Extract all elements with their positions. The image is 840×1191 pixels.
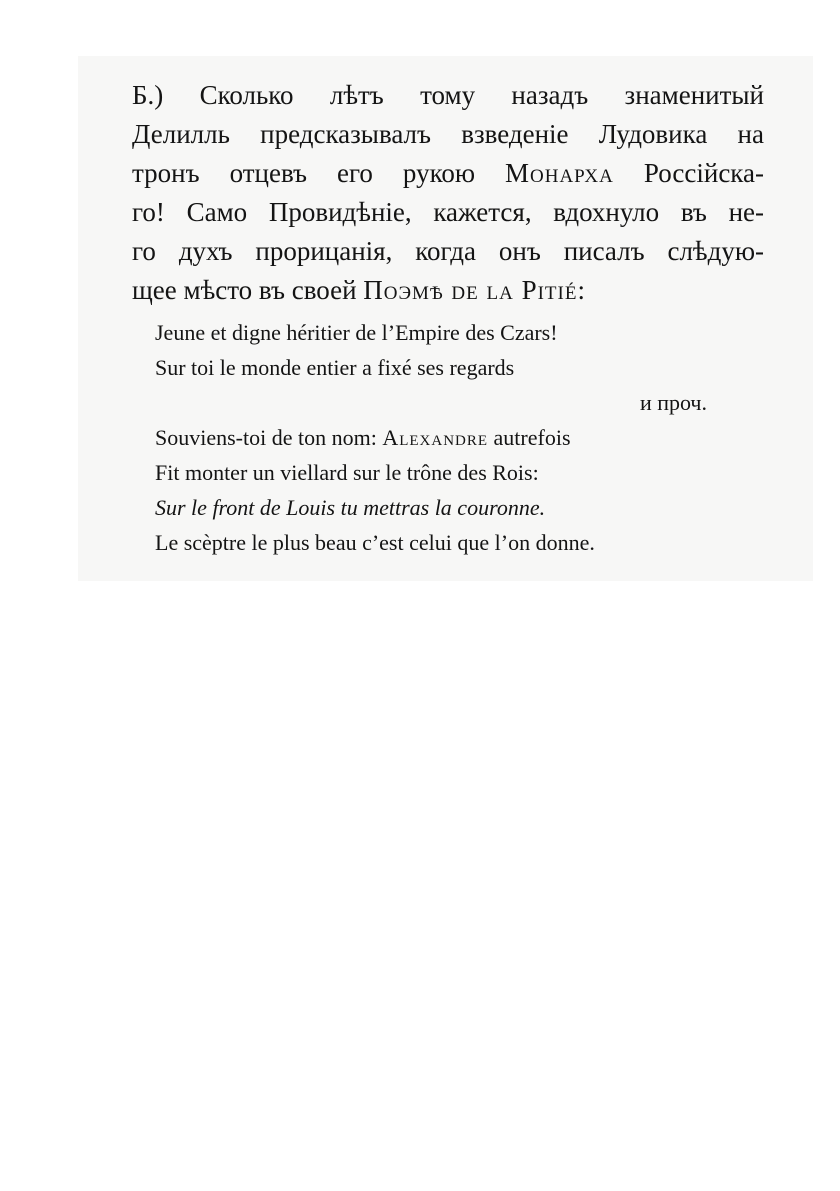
- verse-line-3-end: autrefois: [488, 425, 571, 450]
- prose-line-5: го духъ прорицанія, когда онъ писалъ слѣдую-: [132, 236, 764, 266]
- verse-line-4: Fit monter un viellard sur le trône des Rois:: [155, 460, 539, 485]
- prose-line-6-end: :: [577, 275, 585, 305]
- prose-line-6: [132, 271, 764, 310]
- verse-line-6: Le scèptre le plus beau c’est celui que l’on donne.: [155, 530, 595, 555]
- verse-line-3: [155, 420, 715, 455]
- prose-line-3: [132, 154, 764, 193]
- monarch-smallcaps: Монарха: [505, 158, 614, 188]
- verse-quotation: [155, 315, 715, 560]
- prose-line-2: Делилль предсказывалъ взведеніе Лудовика на: [132, 119, 764, 149]
- verse-line-3-start: Souviens-toi de ton nom:: [155, 425, 383, 450]
- prose-paragraph: [132, 76, 764, 310]
- prose-line-1: Б.) Сколько лѣтъ тому назадъ знаменитый: [132, 80, 764, 110]
- alexandre-smallcaps: Alexandre: [382, 425, 489, 450]
- poem-title-smallcaps: Поэмѣ de la Pitié: [363, 275, 578, 305]
- verse-line-2: Sur toi le monde entier a fixé ses regards: [155, 355, 515, 380]
- prose-line-6-start: щее мѣсто въ своей: [132, 275, 364, 305]
- prose-line-3-start: тронъ отцевъ его рукою: [132, 158, 506, 188]
- verse-line-5-italic: Sur le front de Louis tu mettras la couronne.: [155, 495, 546, 520]
- verse-line-1: Jeune et digne héritier de l’Empire des Czars!: [155, 320, 558, 345]
- prose-line-4: го! Само Провидѣніе, кажется, вдохнуло въ не-: [132, 197, 764, 227]
- prose-line-3-end: Россійска-: [613, 158, 764, 188]
- verse-etc: и проч.: [639, 390, 707, 415]
